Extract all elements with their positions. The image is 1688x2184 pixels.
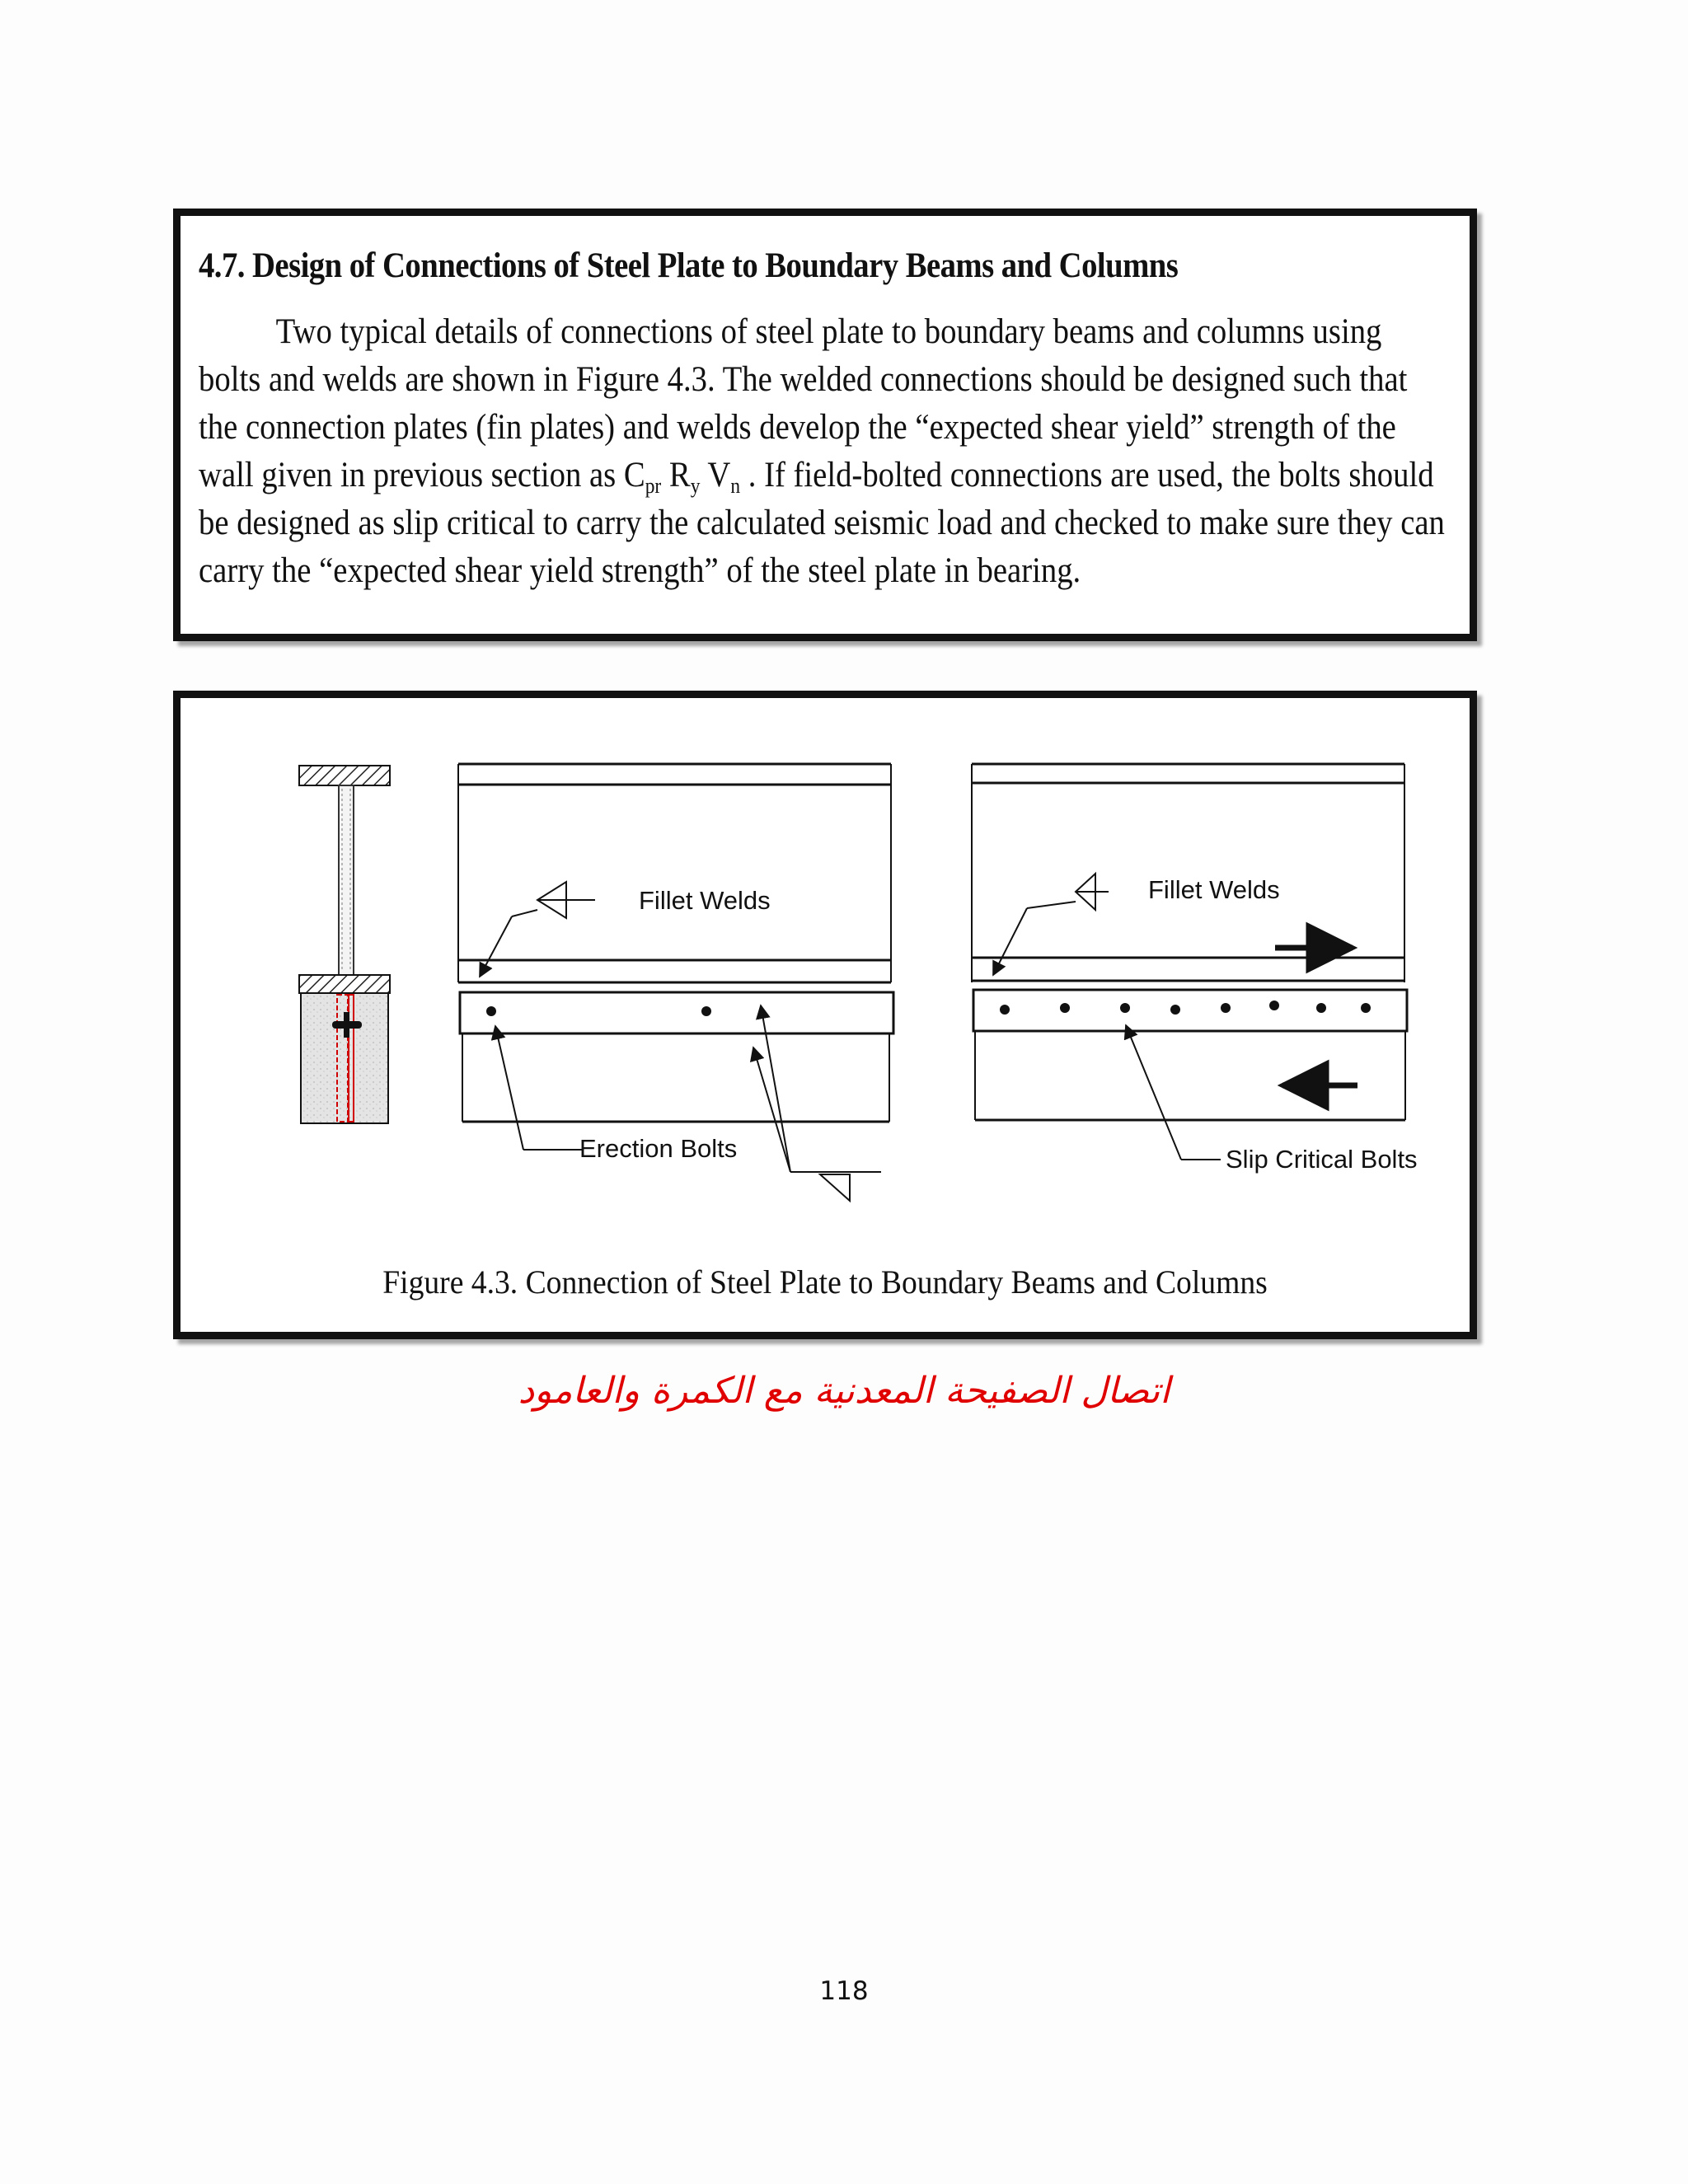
slip-critical-bolt bbox=[1170, 1005, 1180, 1015]
paragraph-line: Two typical details of connections of steel plate to boundary beams and columns using bbox=[275, 312, 1382, 351]
figure-frame bbox=[173, 691, 1477, 1339]
weld-leader-arrow bbox=[480, 916, 512, 977]
right-elevation bbox=[972, 764, 1418, 1174]
fillet-welds-label-right: Fillet Welds bbox=[1148, 875, 1280, 904]
formula-text: wall given in previous section as C bbox=[199, 456, 645, 494]
figure-caption: Figure 4.3. Connection of Steel Plate to Boundary Beams and Columns bbox=[382, 1263, 1268, 1301]
slip-critical-bolt bbox=[1361, 1003, 1371, 1013]
weld-symbol bbox=[820, 1174, 850, 1201]
page-number: 118 bbox=[819, 1976, 869, 2006]
fillet-welds-label: Fillet Welds bbox=[639, 886, 771, 915]
erection-bolt bbox=[486, 1006, 496, 1016]
bottom-flange bbox=[299, 975, 390, 993]
bolt-leader-arrow bbox=[495, 1026, 523, 1150]
paragraph-line: the connection plates (fin plates) and welds develop the “expected shear yield” strength of the bbox=[199, 408, 1396, 447]
erection-bolt bbox=[701, 1006, 711, 1016]
beam-web bbox=[339, 785, 354, 975]
weld-leader-arrow bbox=[993, 908, 1027, 975]
formula-text: . If field-bolted connections are used, the bolts should bbox=[740, 456, 1434, 494]
slip-critical-bolt bbox=[1316, 1003, 1326, 1013]
subscript-pr: pr bbox=[645, 474, 662, 498]
section-text-frame bbox=[173, 209, 1477, 641]
section-heading: 4.7. Design of Connections of Steel Plate to Boundary Beams and Columns bbox=[199, 246, 1179, 285]
slip-critical-bolt bbox=[1269, 1001, 1279, 1010]
paragraph-line: carry the “expected shear yield strength” of the steel plate in bearing. bbox=[199, 551, 1081, 590]
slip-critical-bolt bbox=[1221, 1003, 1231, 1013]
slip-critical-bolts-label: Slip Critical Bolts bbox=[1226, 1145, 1418, 1174]
bolt-leader-arrow bbox=[1126, 1025, 1181, 1160]
fin-plate-left bbox=[460, 992, 893, 1033]
slip-critical-bolt bbox=[1000, 1005, 1010, 1015]
paragraph-line: be designed as slip critical to carry the calculated seismic load and checked to make sure they can bbox=[199, 504, 1445, 542]
formula-text: R bbox=[661, 456, 691, 494]
left-elevation bbox=[458, 764, 893, 1201]
formula-text: V bbox=[700, 456, 731, 494]
fin-plate-right bbox=[973, 990, 1407, 1031]
subscript-y: y bbox=[690, 474, 701, 498]
slip-critical-bolt bbox=[1120, 1003, 1130, 1013]
top-flange bbox=[299, 766, 390, 785]
connection-diagram bbox=[181, 698, 1470, 1332]
paragraph-line: bolts and welds are shown in Figure 4.3. The welded connections should be designed such that bbox=[199, 360, 1408, 399]
section-bolt-shank bbox=[344, 1012, 349, 1038]
erection-bolts-label: Erection Bolts bbox=[579, 1134, 738, 1163]
subscript-n: n bbox=[730, 474, 741, 498]
section-paragraph bbox=[199, 308, 1445, 595]
section-view bbox=[299, 766, 390, 1123]
paragraph-line-formula bbox=[199, 452, 1434, 499]
arabic-annotation: اتصال الصفيحة المعدنية مع الكمرة والعامود bbox=[518, 1370, 1170, 1412]
slip-critical-bolt bbox=[1060, 1003, 1070, 1013]
